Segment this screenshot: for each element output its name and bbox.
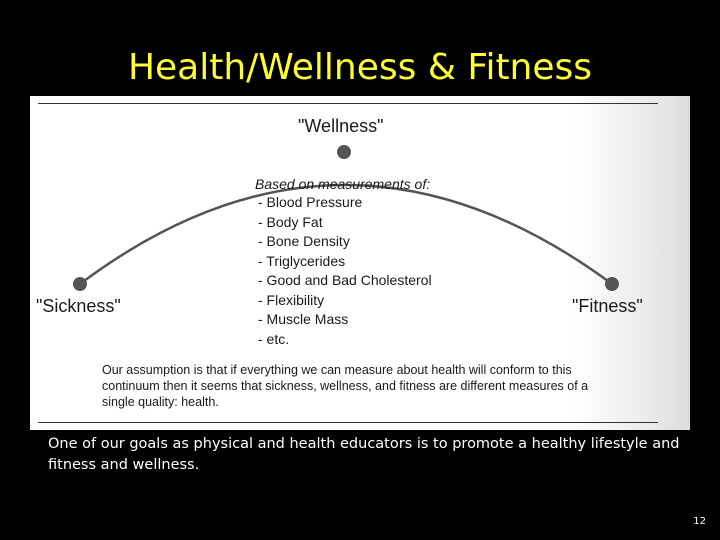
list-item: - Muscle Mass <box>258 311 349 327</box>
measurements-heading: Based on measurements of: <box>255 176 431 192</box>
slide-caption: One of our goals as physical and health educators is to promote a healthy lifestyle and fitness and wellness. <box>48 436 680 473</box>
list-item: - Body Fat <box>258 213 323 230</box>
measurements-list <box>258 193 432 349</box>
sickness-label: "Sickness" <box>36 296 121 316</box>
wellness-node <box>337 145 351 159</box>
page-number: 12 <box>693 516 706 527</box>
top-divider <box>38 103 658 104</box>
bottom-divider <box>38 422 658 423</box>
list-item: - Triglycerides <box>258 252 346 269</box>
list-item: - etc. <box>258 330 290 347</box>
wellness-continuum-diagram <box>30 96 690 430</box>
list-item: - Good and Bad Cholesterol <box>258 272 432 288</box>
assumption-text: Our assumption is that if everything we can measure about health will conform to this continuum then it seems that sickness, wellness, and fitness are different measures of a single quality: health. <box>102 363 589 409</box>
list-item: - Flexibility <box>258 291 325 308</box>
fitness-node <box>605 277 619 291</box>
slide-title: Health/Wellness & Fitness <box>127 47 593 88</box>
wellness-label: "Wellness" <box>298 116 384 136</box>
list-item: - Bone Density <box>258 233 350 249</box>
fitness-label: "Fitness" <box>572 296 643 316</box>
list-item: - Blood Pressure <box>258 194 363 210</box>
sickness-node <box>73 277 87 291</box>
